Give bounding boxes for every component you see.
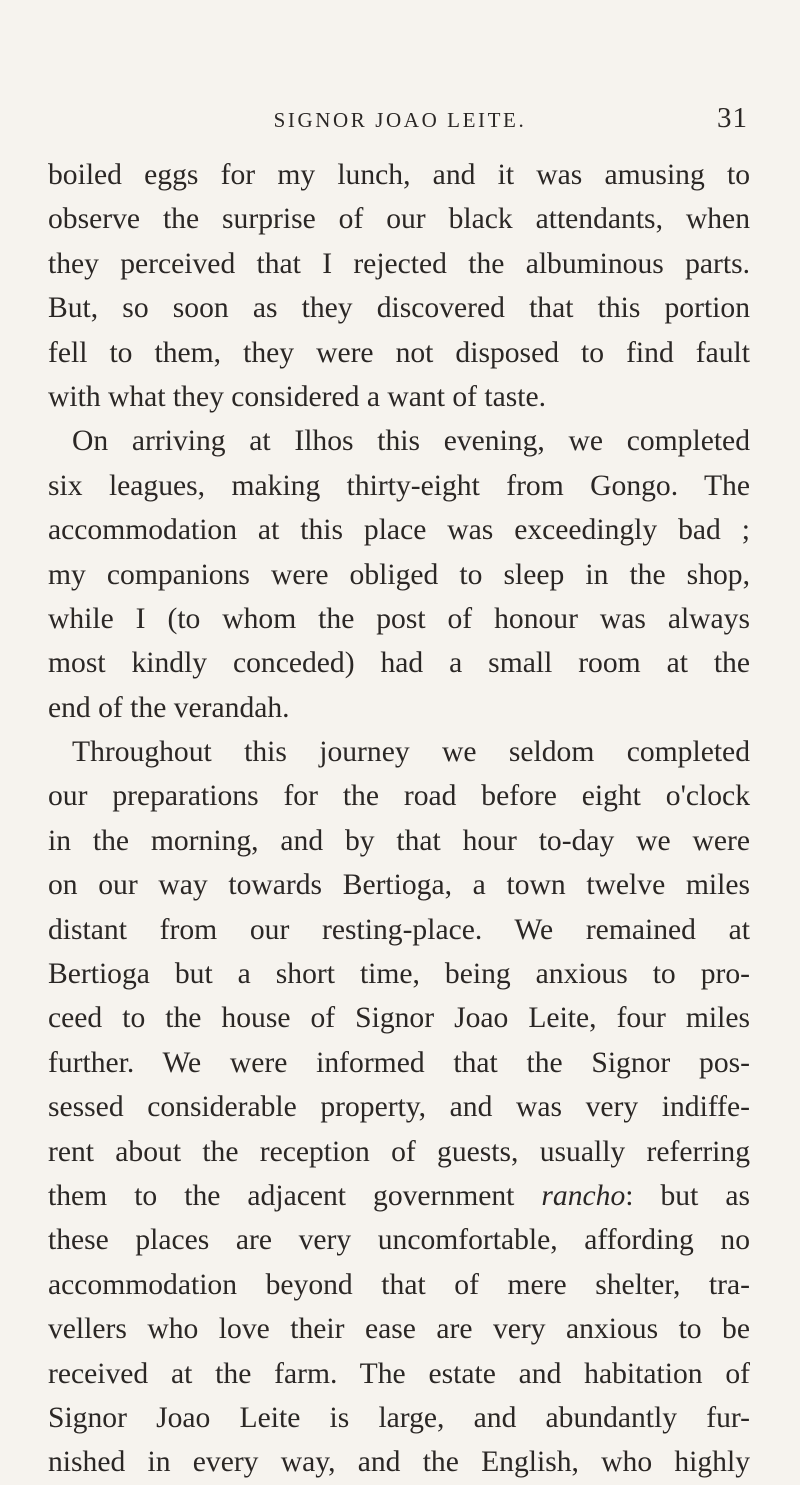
text-line: with what they considered a want of taste. bbox=[48, 380, 547, 413]
text-line: vellers who love their ease are very anxious to be bbox=[48, 1313, 750, 1346]
running-header bbox=[0, 102, 800, 140]
paragraph-start-line: On arriving at Ilhos this evening, we completed bbox=[72, 425, 750, 458]
text-line: sessed considerable property, and was very indiffe- bbox=[48, 1091, 750, 1124]
text-line-with-italic bbox=[48, 1174, 750, 1218]
text-line: received at the farm. The estate and habitation of bbox=[48, 1357, 750, 1390]
running-title: SIGNOR JOAO LEITE. bbox=[273, 108, 527, 132]
body-text bbox=[48, 153, 750, 1485]
text-line: nished in every way, and the English, who highly bbox=[48, 1446, 750, 1479]
text-line: my companions were obliged to sleep in the shop, bbox=[48, 558, 750, 591]
text-line: on our way towards Bertioga, a town twelve miles bbox=[48, 869, 750, 902]
text-line: they perceived that I rejected the albuminous parts. bbox=[48, 247, 750, 280]
text-line: Bertioga but a short time, being anxious to pro- bbox=[48, 958, 750, 991]
text-line: in the morning, and by that hour to-day we were bbox=[48, 824, 750, 857]
text-line: end of the verandah. bbox=[48, 691, 290, 724]
text-line: our preparations for the road before eight o'clock bbox=[48, 780, 750, 813]
text-line: these places are very uncomfortable, affording no bbox=[48, 1224, 750, 1257]
text-line: Signor Joao Leite is large, and abundantly fur- bbox=[48, 1401, 750, 1434]
paragraph-start-line: Throughout this journey we seldom completed bbox=[72, 736, 750, 769]
text-line: further. We were informed that the Signor pos- bbox=[48, 1046, 750, 1079]
text-line: distant from our resting-place. We remained at bbox=[48, 913, 750, 946]
text-line: while I (to whom the post of honour was always bbox=[48, 602, 750, 635]
text-line: boiled eggs for my lunch, and it was amusing to bbox=[48, 159, 750, 191]
text-line: six leagues, making thirty-eight from Gongo. The bbox=[48, 469, 750, 502]
text-line: rent about the reception of guests, usually referring bbox=[48, 1135, 750, 1168]
text-line-part: : but as bbox=[625, 1179, 750, 1212]
text-line: ceed to the house of Signor Joao Leite, four miles bbox=[48, 1002, 750, 1035]
text-line: accommodation at this place was exceedingly bad ; bbox=[48, 514, 750, 547]
text-line: observe the surprise of our black attendants, when bbox=[48, 203, 750, 236]
text-line: But, so soon as they discovered that this portion bbox=[48, 292, 750, 325]
italic-word-rancho: rancho bbox=[541, 1179, 626, 1212]
text-line-part: them to the adjacent government bbox=[48, 1179, 515, 1212]
text-line: accommodation beyond that of mere shelter, tra- bbox=[48, 1268, 750, 1301]
text-line: most kindly conceded) had a small room at the bbox=[48, 647, 750, 680]
page-number: 31 bbox=[717, 102, 748, 134]
text-line: fell to them, they were not disposed to find fault bbox=[48, 336, 750, 369]
